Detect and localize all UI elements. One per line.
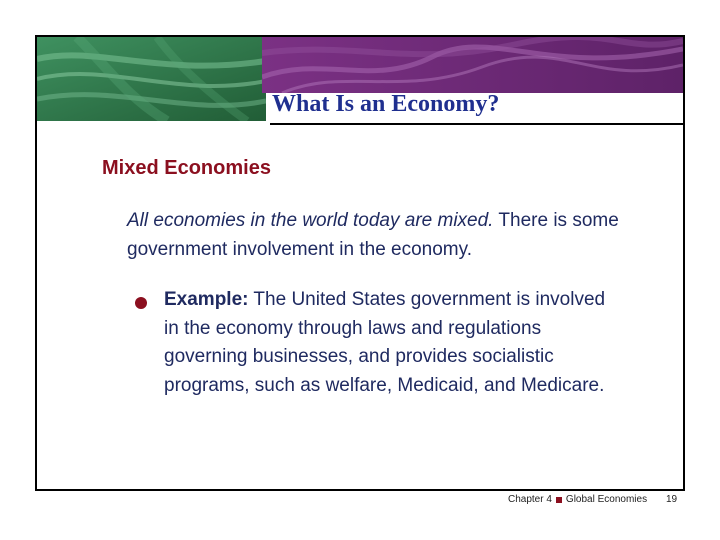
page-number: 19 bbox=[666, 494, 678, 505]
example-bullet bbox=[164, 286, 624, 400]
slide-title: What Is an Economy? bbox=[272, 91, 500, 117]
intro-rest: There is some government involvement in the economy. bbox=[127, 210, 619, 260]
footer-chapter: Chapter 4 bbox=[508, 494, 552, 505]
intro-italic: All economies in the world today are mixed. bbox=[127, 210, 494, 231]
footer-section: Global Economies bbox=[565, 494, 648, 505]
intro-paragraph bbox=[127, 206, 672, 264]
banner-green-art bbox=[37, 37, 266, 121]
example-text: The United States government is involved in the economy through laws and regulations governing businesses, and provides socialistic programs, such as welfare, Medicaid, and Medicare. bbox=[164, 289, 606, 396]
example-label: Example: bbox=[164, 289, 249, 310]
slide-subtitle: Mixed Economies bbox=[102, 157, 271, 179]
bullet-circle-icon bbox=[132, 294, 150, 312]
square-separator-icon bbox=[556, 497, 562, 503]
footer bbox=[508, 494, 647, 505]
banner-purple-art bbox=[262, 37, 683, 93]
